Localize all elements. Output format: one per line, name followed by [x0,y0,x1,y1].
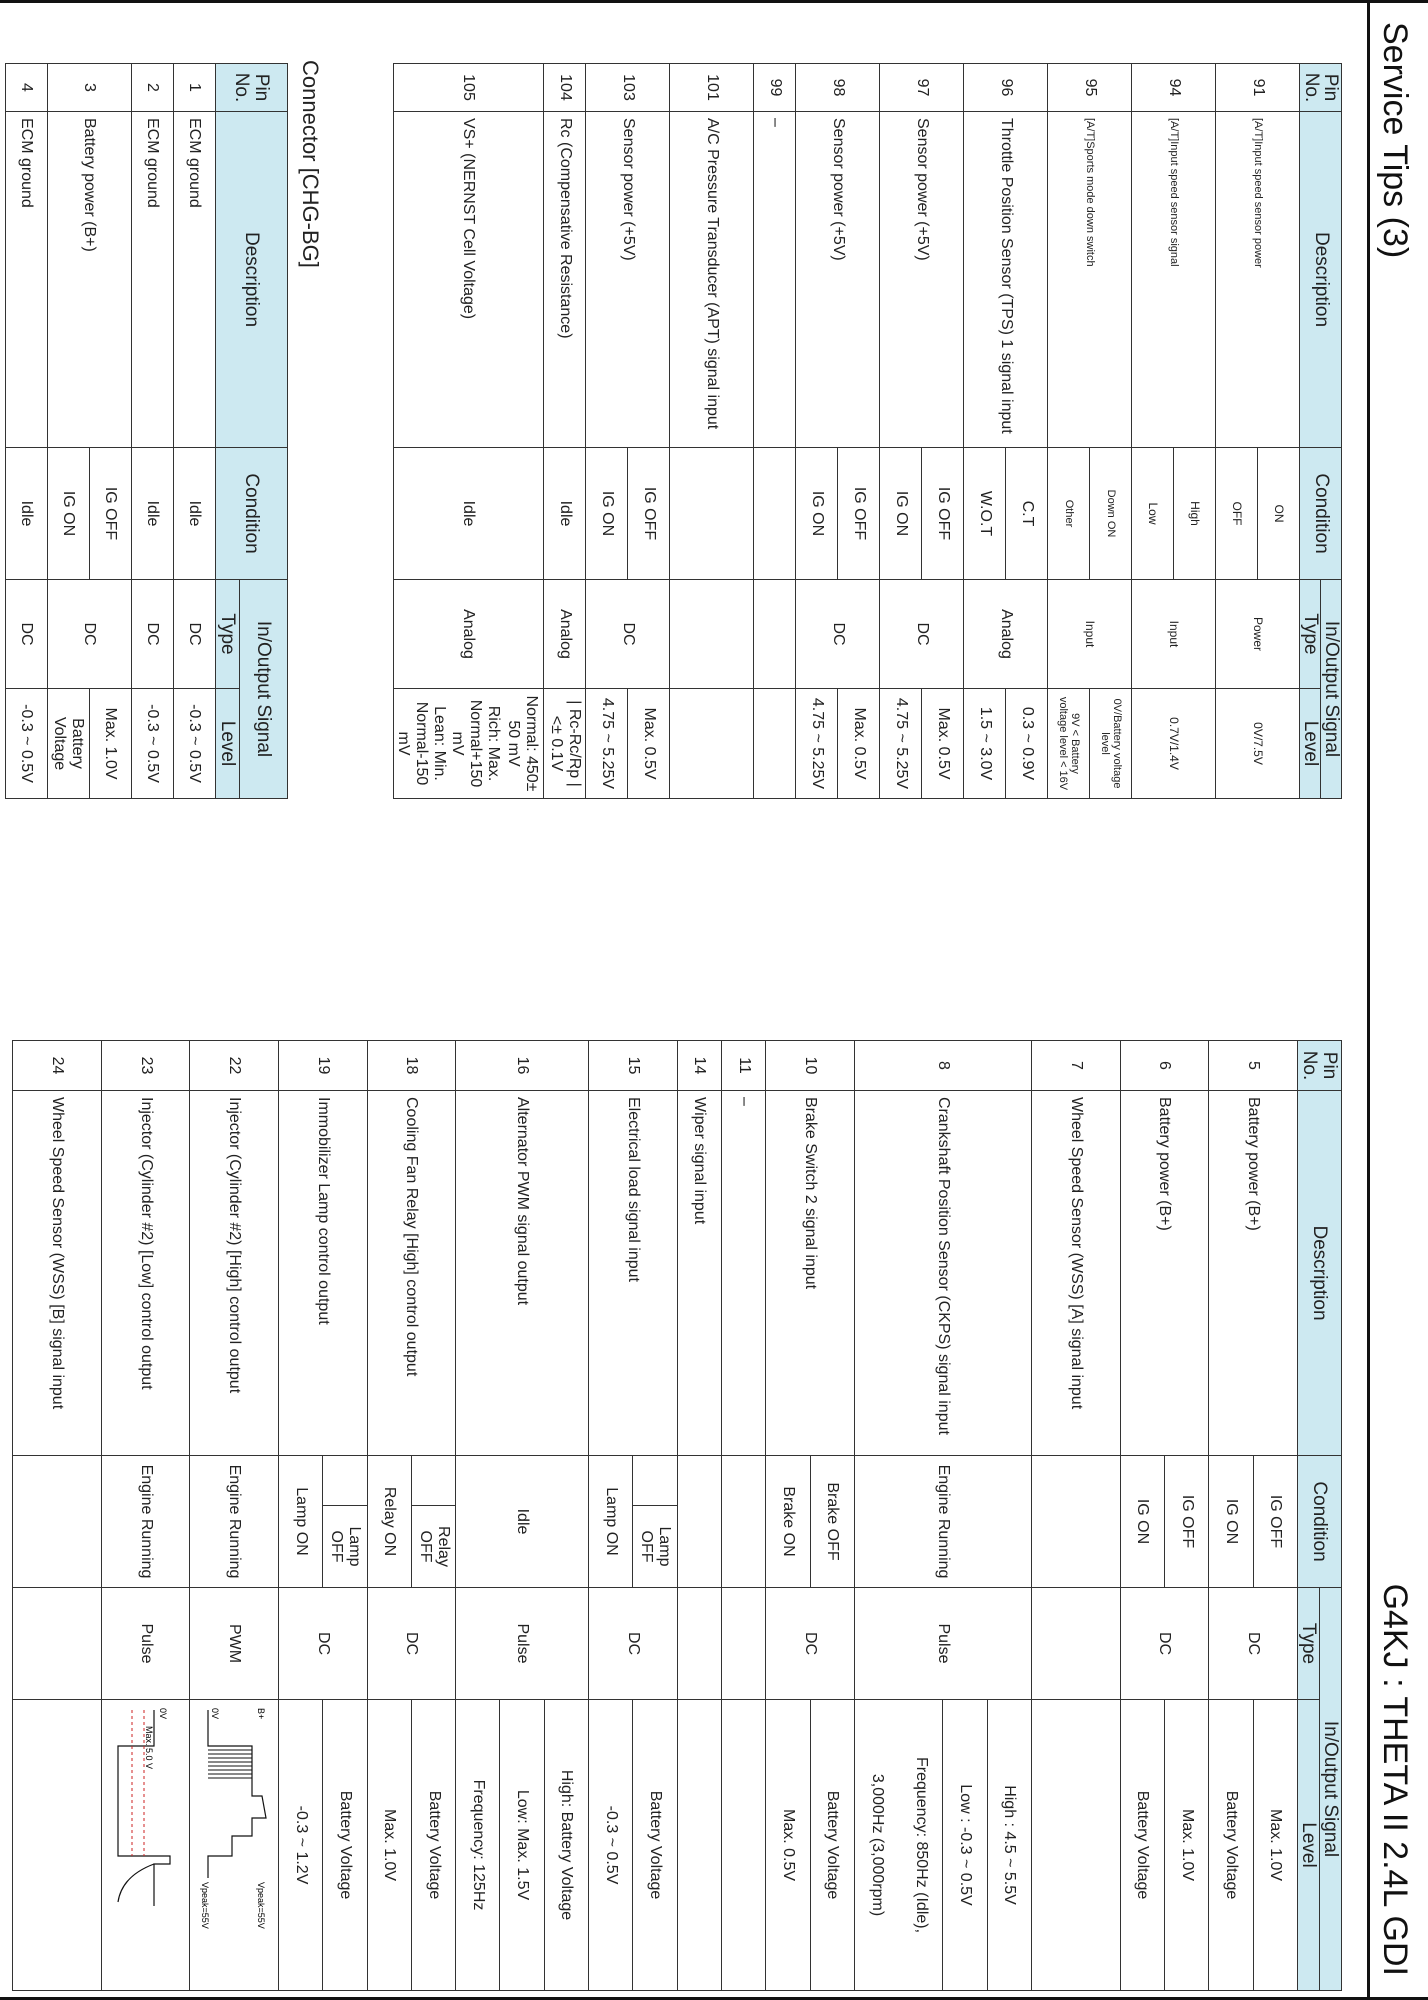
injector-low-waveform-diagram [108,1706,184,1986]
level-cell [1032,1700,1121,1991]
condition-cell: Brake ON [766,1456,810,1588]
condition-cell: IG ON [796,448,838,580]
level-cell: Max. 0.5V [628,689,670,799]
level-cell: Max. 1.0V [367,1700,411,1991]
pin-description: Injector (Cylinder #2) [High] control output [190,1091,279,1456]
zero-volt-label: 0V [157,1708,168,1720]
level-cell: Battery Voltage [810,1700,854,1991]
level-cell: 9V < Battery voltage level < 16V [1048,689,1090,799]
condition-cell: IG OFF [1164,1456,1208,1588]
level-header: Level [216,689,240,799]
condition-cell: Idle [174,448,216,580]
condition-cell: ON [1258,448,1300,580]
condition-cell: Lamp ON [279,1456,323,1588]
pin-number: 98 [796,64,880,112]
type-cell: DC [132,580,174,689]
condition-cell: High [1174,448,1216,580]
level-cell [754,689,796,799]
level-cell: -0.3 ~ 0.5V [132,689,174,799]
pin-description: Rc (Compensative Resistance) [544,112,586,448]
type-header: Type [216,580,240,689]
level-cell: 4.75 ~ 5.25V [796,689,838,799]
page-title: Service Tips (3) [1376,22,1414,259]
level-cell: Battery Voltage [48,689,90,799]
type-cell [13,1588,102,1700]
b-plus-label: B+ [256,1708,267,1720]
level-cell: Lean: Min. Normal-150 mV [393,689,448,799]
type-cell: Input [1048,580,1132,689]
level-cell: Low: Max. 1.5V [500,1700,544,1991]
condition-cell: W.O.T [964,448,1006,580]
io-signal-header: In/Output Signal [1321,580,1342,799]
level-cell: Frequency: 125Hz [456,1700,500,1991]
type-cell: DC [174,580,216,689]
pin-number: 10 [766,1041,855,1091]
condition-cell: Idle [6,448,48,580]
level-cell: Max. 1.0V [1253,1700,1297,1991]
ecm-pin-table-top [393,63,1342,799]
type-cell: PWM [190,1588,279,1700]
type-header: Type [1300,580,1321,689]
connector-chg-bg-table [5,63,288,799]
level-cell: High: Battery Voltage [544,1700,588,1991]
level-cell: 3,000Hz (3,000rpm) [854,1700,898,1991]
pin-description: [A/T]Input speed sensor power [1216,112,1300,448]
condition-cell: Engine Running [854,1456,1031,1588]
pin-number: 96 [964,64,1048,112]
level-cell: Max. 1.0V [90,689,132,799]
condition-cell: Low [1132,448,1174,580]
level-cell: 0.7V/1.4V [1132,689,1216,799]
level-cell: 4.75 ~ 5.25V [880,689,922,799]
max-voltage-label: Max. 5.0 V [143,1726,154,1770]
pin-description: Throttle Position Sensor (TPS) 1 signal input [964,112,1048,448]
pin-description: Injector (Cylinder #2) [Low] control output [101,1091,190,1456]
condition-cell: IG OFF [1253,1456,1297,1588]
level-cell: Battery Voltage [1120,1700,1164,1991]
pin-description: VS+ (NERNST Cell Voltage) [393,112,544,448]
pin-number: 4 [6,64,48,112]
condition-cell: Brake OFF [810,1456,854,1588]
type-cell: DC [1120,1588,1209,1700]
pin-description: ECM ground [174,112,216,448]
type-cell: Analog [393,580,544,689]
description-header: Description [1300,112,1342,448]
type-cell: DC [1209,1588,1298,1700]
injector-low-waveform [101,1700,190,1991]
pin-number: 23 [101,1041,190,1091]
description-header: Description [216,112,288,448]
level-cell: Normal: 450± 50 mV [502,689,544,799]
condition-cell: Engine Running [190,1456,279,1588]
level-cell: Low : -0.3 ~ 0.5V [943,1700,987,1991]
type-cell: DC [766,1588,855,1700]
pin-description: Sensor power (+5V) [796,112,880,448]
condition-cell: IG ON [1209,1456,1253,1588]
condition-cell [13,1456,102,1588]
pin-description: Cooling Fan Relay [High] control output [367,1091,456,1456]
type-cell: DC [48,580,132,689]
pin-description: Brake Switch 2 signal input [766,1091,855,1456]
condition-cell [677,1456,721,1588]
condition-cell: IG ON [48,448,90,580]
level-cell: 4.75 ~ 5.25V [586,689,628,799]
pin-number: 16 [456,1041,589,1091]
pin-description: [A/T]Sports mode down switch [1048,112,1132,448]
level-cell: -0.3 ~ 0.5V [589,1700,633,1991]
condition-header: Condition [1297,1456,1341,1588]
type-cell: Pulse [101,1588,190,1700]
level-header: Level [1300,689,1321,799]
condition-cell: IG ON [880,448,922,580]
pin-description: Sensor power (+5V) [586,112,670,448]
pin-number: 95 [1048,64,1132,112]
condition-cell: Idle [456,1456,589,1588]
condition-cell [721,1456,765,1588]
pin-description: Electrical load signal input [589,1091,678,1456]
vpeak-label: Vpeak=55V [200,1882,211,1929]
pin-description: Sensor power (+5V) [880,112,964,448]
pin-number: 3 [48,64,132,112]
condition-cell: Idle [544,448,586,580]
pin-number: 2 [132,64,174,112]
type-cell [754,580,796,689]
pin-number: 5 [1209,1041,1298,1091]
condition-header: Condition [216,448,288,580]
pin-number: 11 [721,1041,765,1091]
pin-number: 8 [854,1041,1031,1091]
condition-cell: Idle [393,448,544,580]
condition-cell: C.T [1006,448,1048,580]
pin-no-header: Pin No. [1300,64,1342,112]
condition-cell: Relay OFF [411,1506,455,1588]
level-cell: 0V/Battery voltage level [1090,689,1132,799]
condition-cell [754,448,796,580]
condition-cell: Lamp ON [589,1456,633,1588]
level-header: Level [1297,1700,1319,1991]
type-cell: Pulse [456,1588,589,1700]
pin-description: – [754,112,796,448]
pin-description: – [721,1091,765,1456]
type-cell [1032,1588,1121,1700]
type-header: Type [1297,1588,1319,1700]
level-cell: Battery Voltage [411,1700,455,1991]
pin-description: [A/T]Input speed sensor signal [1132,112,1216,448]
level-cell: Max. 0.5V [922,689,964,799]
level-cell: | Rc-Rc/Rp | <± 0.1V [544,689,586,799]
condition-cell [1032,1456,1121,1588]
pin-description: Alternator PWM signal output [456,1091,589,1456]
pin-number: 18 [367,1041,456,1091]
condition-cell [670,448,754,580]
pin-number: 6 [1120,1041,1209,1091]
connector-chg-bg-title: Connector [CHG-BG] [298,60,323,268]
pin-no-header: Pin No. [216,64,288,112]
io-signal-header: In/Output Signal [1319,1588,1341,1991]
level-cell: High : 4.5 ~ 5.5V [987,1700,1031,1991]
pin-description: Wheel Speed Sensor (WSS) [B] signal input [13,1091,102,1456]
injector-high-waveform [190,1700,279,1991]
type-cell: Analog [964,580,1048,689]
condition-cell: Idle [132,448,174,580]
pin-number: 19 [279,1041,368,1091]
pin-number: 97 [880,64,964,112]
type-cell: DC [796,580,880,689]
condition-spacer [323,1456,367,1506]
pin-number: 99 [754,64,796,112]
type-cell: Pulse [854,1588,1031,1700]
level-cell: Rich: Max. Normal+150 mV [448,689,502,799]
pin-number: 14 [677,1041,721,1091]
level-cell [670,689,754,799]
pin-description: A/C Pressure Transducer (APT) signal input [670,112,754,448]
condition-cell: Other [1048,448,1090,580]
pin-description: ECM ground [6,112,48,448]
type-cell: Analog [544,580,586,689]
type-cell: DC [367,1588,456,1700]
io-signal-header: In/Output Signal [240,580,288,799]
pin-description: Battery power (B+) [1120,1091,1209,1456]
type-cell: DC [586,580,670,689]
pin-description: Wiper signal input [677,1091,721,1456]
pin-number: 104 [544,64,586,112]
type-cell: DC [589,1588,678,1700]
type-cell: DC [880,580,964,689]
condition-spacer [633,1456,677,1506]
pin-number: 101 [670,64,754,112]
condition-spacer [411,1456,455,1506]
ecm-pin-table-bottom [12,1040,1342,1991]
description-header: Description [1297,1091,1341,1456]
zero-volt-label: 0V [210,1708,221,1720]
pin-number: 94 [1132,64,1216,112]
type-cell [721,1588,765,1700]
condition-cell: IG ON [1120,1456,1164,1588]
condition-cell: IG ON [586,448,628,580]
pin-number: 105 [393,64,544,112]
type-cell [670,580,754,689]
type-cell: DC [279,1588,368,1700]
level-cell: Max. 1.0V [1164,1700,1208,1991]
vpeak-label: Vpeak=55V [256,1882,267,1929]
type-cell [677,1588,721,1700]
level-cell: Frequency: 850Hz (Idle), [899,1700,943,1991]
type-cell: Power [1216,580,1300,689]
header-rule [1367,0,1370,2000]
level-cell: Battery Voltage [1209,1700,1253,1991]
level-cell: -0.3 ~ 1.2V [279,1700,323,1991]
condition-cell: Engine Running [101,1456,190,1588]
condition-cell: IG OFF [628,448,670,580]
pin-number: 1 [174,64,216,112]
engine-subtitle: G4KJ : THETA II 2.4L GDI [1376,1583,1414,1976]
level-cell: 0V/7.5V [1216,689,1300,799]
level-cell: 0.3 ~ 0.9V [1006,689,1048,799]
condition-cell: OFF [1216,448,1258,580]
level-cell: Max. 0.5V [838,689,880,799]
pin-description: Crankshaft Position Sensor (CKPS) signal input [854,1091,1031,1456]
level-cell [13,1700,102,1991]
level-cell [721,1700,765,1991]
pin-description: Battery power (B+) [1209,1091,1298,1456]
level-cell: Battery Voltage [323,1700,367,1991]
pin-description: Wheel Speed Sensor (WSS) [A] signal input [1032,1091,1121,1456]
pin-description: ECM ground [132,112,174,448]
condition-cell: IG OFF [838,448,880,580]
condition-cell: Down ON [1090,448,1132,580]
injector-high-waveform-diagram [196,1706,272,1986]
pin-description: Immobilizer Lamp control output [279,1091,368,1456]
pin-description: Battery power (B+) [48,112,132,448]
condition-cell: IG OFF [90,448,132,580]
condition-cell: Lamp OFF [633,1506,677,1588]
level-cell: 1.5 ~ 3.0V [964,689,1006,799]
type-cell: Input [1132,580,1216,689]
pin-number: 24 [13,1041,102,1091]
pin-number: 103 [586,64,670,112]
pin-number: 91 [1216,64,1300,112]
pin-no-header: Pin No. [1297,1041,1341,1091]
pin-number: 7 [1032,1041,1121,1091]
pin-number: 15 [589,1041,678,1091]
level-cell [677,1700,721,1991]
pin-number: 22 [190,1041,279,1091]
level-cell: Battery Voltage [633,1700,677,1991]
level-cell: -0.3 ~ 0.5V [174,689,216,799]
level-cell: Max. 0.5V [766,1700,810,1991]
condition-cell: IG OFF [922,448,964,580]
condition-cell: Lamp OFF [323,1506,367,1588]
left-border [0,0,1428,3]
condition-header: Condition [1300,448,1342,580]
type-cell: DC [6,580,48,689]
condition-cell: Relay ON [367,1456,411,1588]
level-cell: -0.3 ~ 0.5V [6,689,48,799]
